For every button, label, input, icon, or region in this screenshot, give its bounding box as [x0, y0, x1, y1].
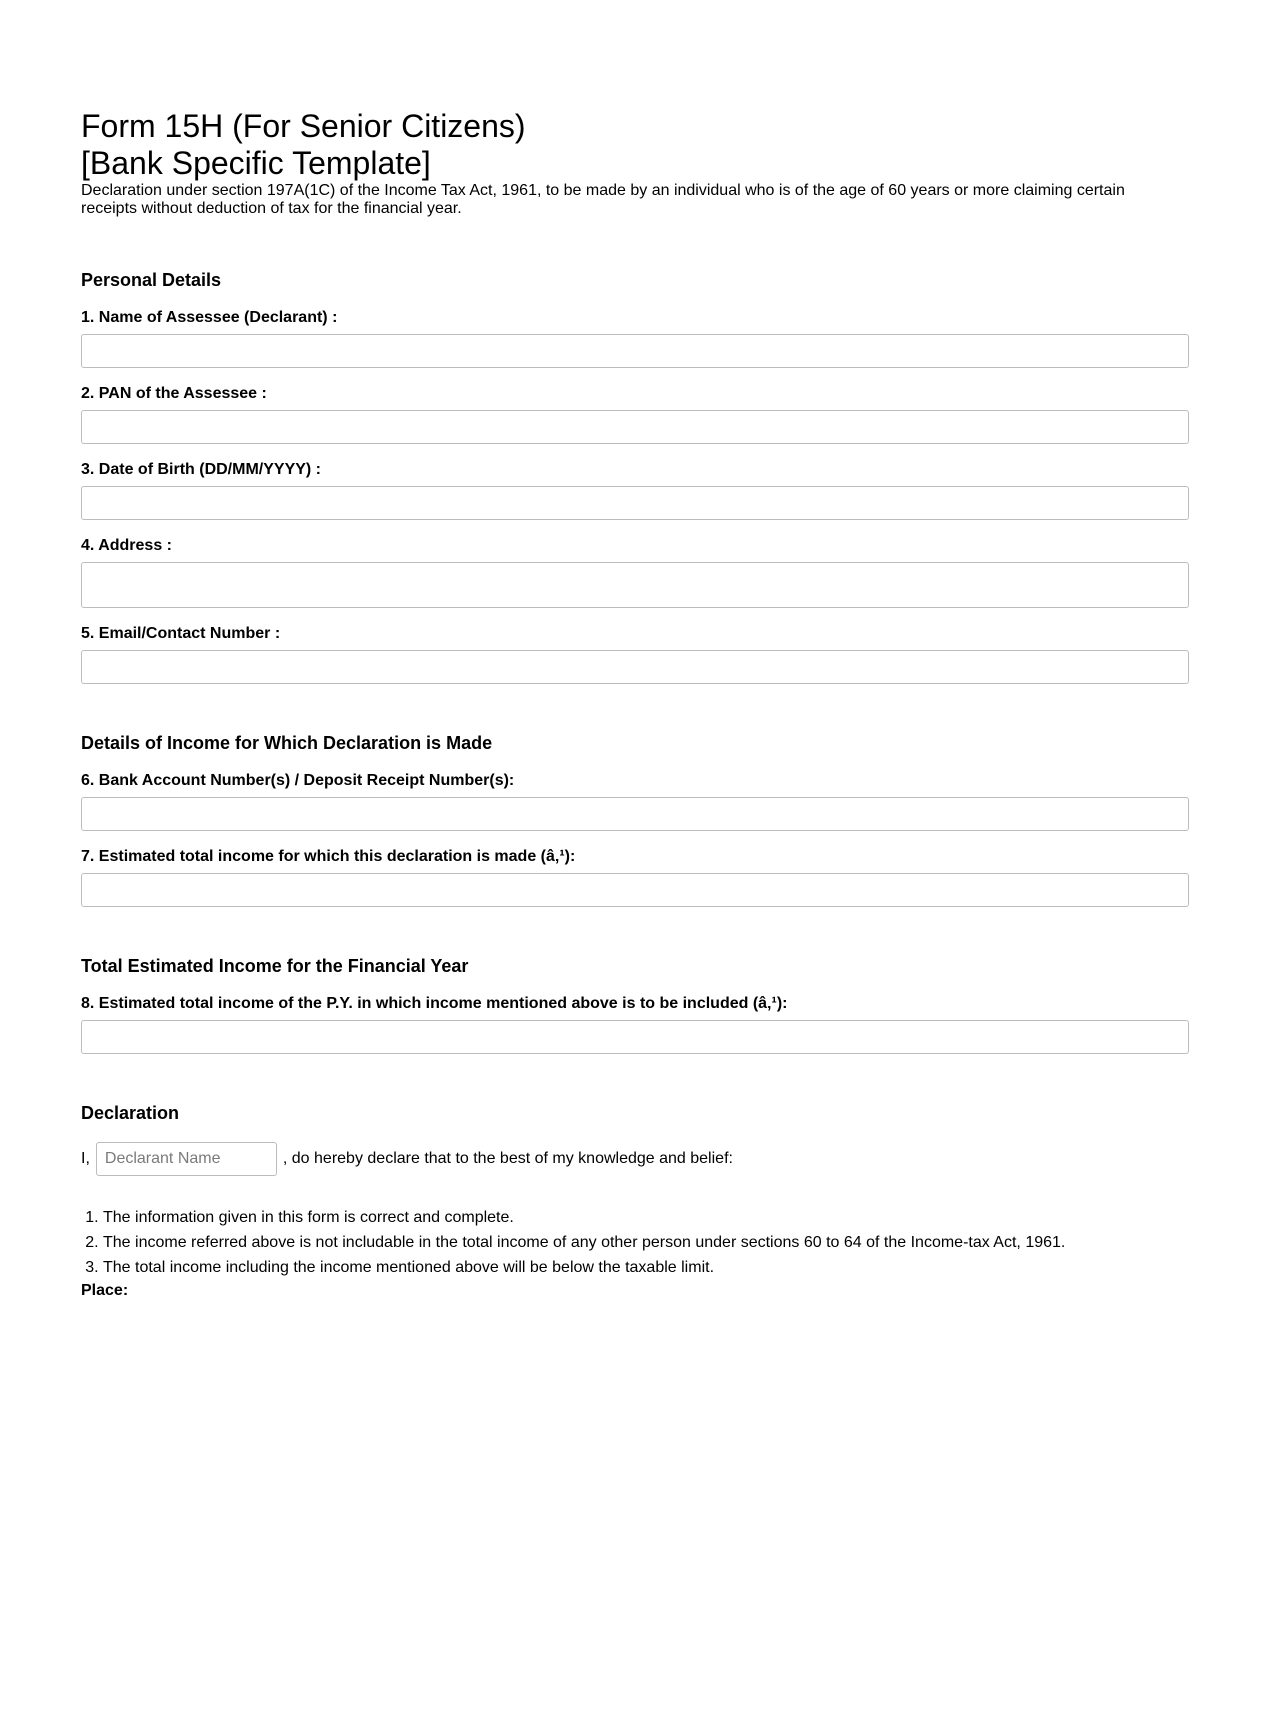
list-item: 2. The income referred above is not includable in the total income of any other person under sections 60 to 64 of the Income-tax Act, 1961.: [103, 1230, 1065, 1255]
address-input[interactable]: [81, 562, 1189, 608]
intro-text: Declaration under section 197A(1C) of the Income Tax Act, 1961, to be made by an individual who is of the age of 60 years or more claiming certain receipts without deduction of tax for the financial year.: [81, 182, 1125, 217]
list-item: 1. The information given in this form is correct and complete.: [103, 1205, 1065, 1230]
place-label: Place:: [81, 1282, 129, 1299]
field-contact: [81, 625, 1189, 684]
total-income-input[interactable]: [81, 1020, 1189, 1054]
field-label-account: 6. Bank Account Number(s) / Deposit Receipt Number(s):: [81, 772, 515, 789]
field-declared-income: [81, 848, 1189, 907]
field-dob: [81, 461, 1189, 520]
field-label-dob: 3. Date of Birth (DD/MM/YYYY) :: [81, 461, 322, 478]
name-input[interactable]: [81, 334, 1189, 368]
field-label-declared-income: 7. Estimated total income for which this declaration is made (â‚¹):: [81, 848, 576, 865]
page-title: [81, 108, 1189, 182]
pan-input[interactable]: [81, 410, 1189, 444]
field-label-address: 4. Address :: [81, 537, 172, 554]
declaration-suffix: , do hereby declare that to the best of my knowledge and belief:: [282, 1150, 733, 1167]
declaration-statement: [81, 1142, 733, 1176]
field-label-contact: 5. Email/Contact Number :: [81, 625, 281, 642]
title-line-1: Form 15H (For Senior Citizens): [81, 108, 526, 144]
section-heading-income: Details of Income for Which Declaration is Made: [81, 733, 493, 753]
field-label-total-income: 8. Estimated total income of the P.Y. in which income mentioned above is to be included (â‚¹):: [81, 995, 788, 1012]
field-label-pan: 2. PAN of the Assessee :: [81, 385, 267, 402]
declarant-name-input[interactable]: [96, 1142, 277, 1176]
section-heading-total: Total Estimated Income for the Financial Year: [81, 956, 469, 976]
field-name: [81, 309, 1189, 368]
field-label-name: 1. Name of Assessee (Declarant) :: [81, 309, 338, 326]
contact-input[interactable]: [81, 650, 1189, 684]
dob-input[interactable]: [81, 486, 1189, 520]
section-heading-personal: Personal Details: [81, 270, 222, 290]
declared-income-input[interactable]: [81, 873, 1189, 907]
declaration-list: [81, 1205, 1065, 1280]
field-address: [81, 537, 1189, 608]
account-number-input[interactable]: [81, 797, 1189, 831]
section-heading-declaration: Declaration: [81, 1103, 180, 1123]
field-total-income: [81, 995, 1189, 1054]
field-account: [81, 772, 1189, 831]
list-item: 3. The total income including the income mentioned above will be below the taxable limit.: [103, 1255, 1065, 1280]
title-line-2: [Bank Specific Template]: [81, 145, 431, 181]
declaration-prefix: I,: [81, 1150, 90, 1167]
field-pan: [81, 385, 1189, 444]
